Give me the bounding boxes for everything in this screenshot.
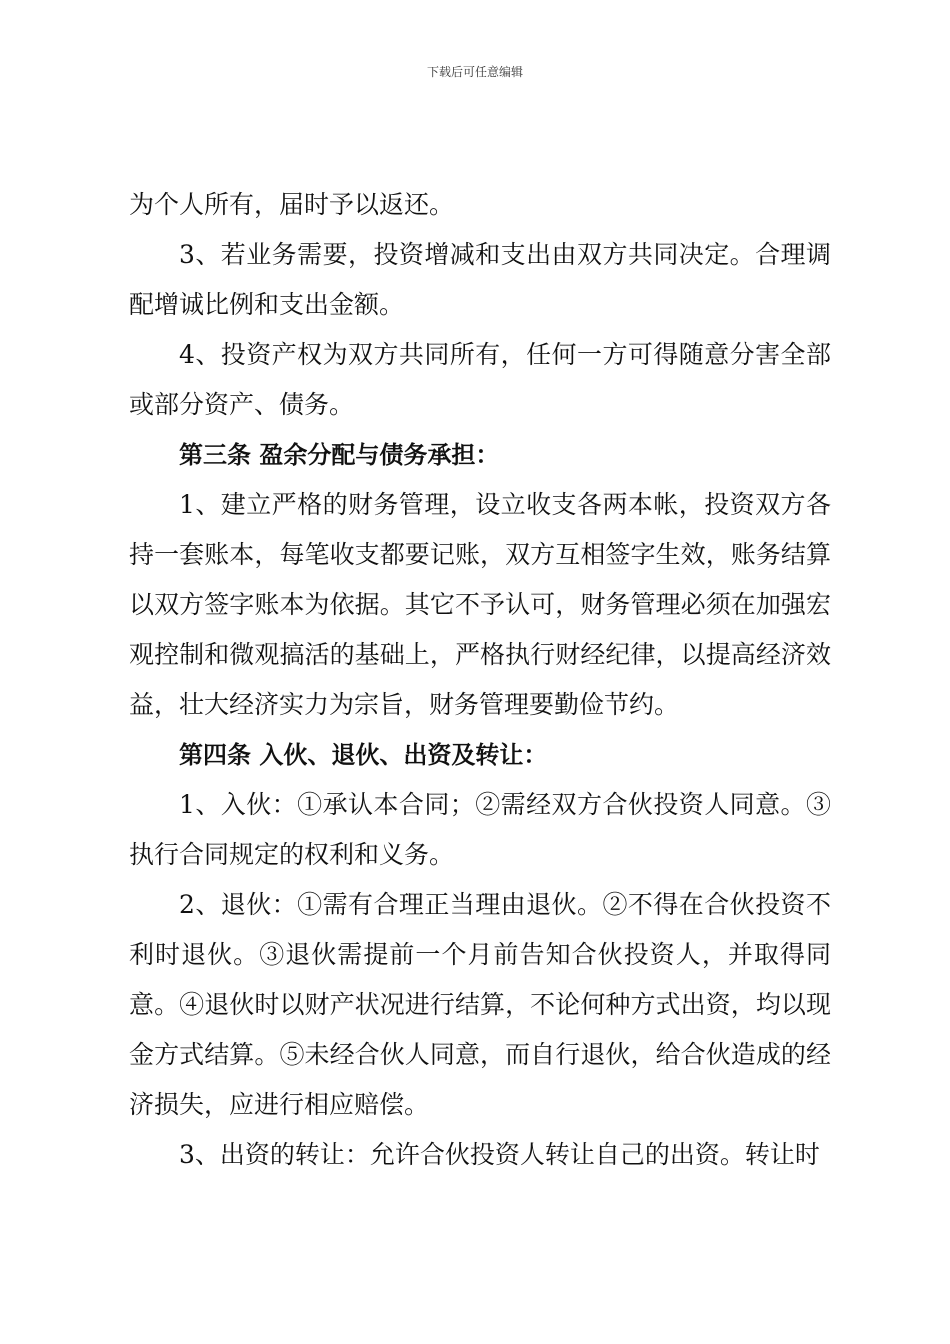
paragraph-withdrawal: 2、退伙：①需有合理正当理由退伙。②不得在合伙投资不利时退伙。③退伙需提前一个月前告知合伙投资人，并取得同意。④退伙时以财产状况进行结算，不论何种方式出资，均以现金方式结算。⑤未经合伙人同意，而自行退伙，给合伙造成的经济损失，应进行相应赔偿。 — [129, 890, 831, 1119]
section-heading-article-3: 第三条 盈余分配与债务承担： — [179, 441, 500, 469]
page-header: 下载后可任意编辑 — [426, 65, 523, 79]
paragraph-continuation: 为个人所有，届时予以返还。 — [129, 190, 455, 219]
paragraph-capital-transfer: 3、出资的转让：允许合伙投资人转让自己的出资。转让时 — [179, 1140, 820, 1169]
paragraph-item-3-investment-changes: 3、若业务需要，投资增减和支出由双方共同决定。合理调配增诚比例和支出金额。 — [129, 240, 831, 319]
paragraph-joining: 1、入伙：①承认本合同；②需经双方合伙投资人同意。③执行合同规定的权利和义务。 — [129, 790, 831, 869]
paragraph-item-4-property-rights: 4、投资产权为双方共同所有，任何一方可得随意分害全部或部分资产、债务。 — [129, 340, 831, 419]
section-heading-article-4: 第四条 入伙、退伙、出资及转让： — [179, 741, 548, 769]
document-body — [129, 180, 831, 1180]
paragraph-financial-management: 1、建立严格的财务管理，设立收支各两本帐，投资双方各持一套账本，每笔收支都要记账，双方互相签字生效，账务结算以双方签字账本为依据。其它不予认可，财务管理必须在加强宏观控制和微观搞活的基础上，严格执行财经纪律，以提高经济效益，壮大经济实力为宗旨，财务管理要勤俭节约。 — [129, 490, 831, 719]
